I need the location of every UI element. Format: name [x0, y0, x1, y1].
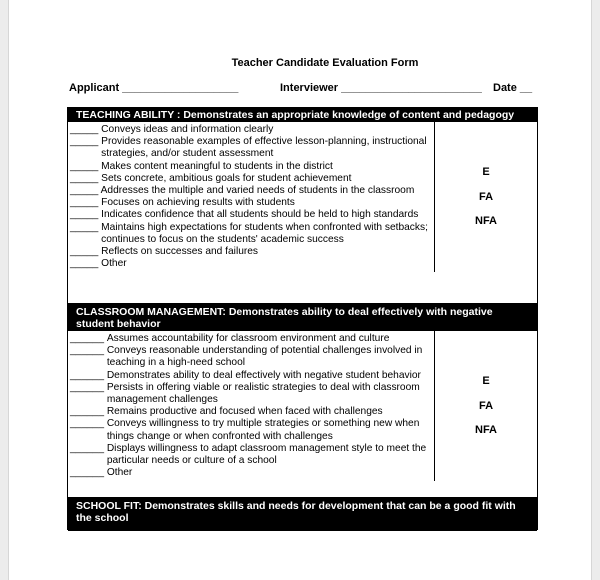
section-heading: TEACHING ABILITY : Demonstrates an appropriate knowledge of content and pedagogy: [68, 108, 537, 122]
section-heading: CLASSROOM MANAGEMENT: Demonstrates ability to deal effectively with negative student behavior: [68, 305, 537, 331]
rating-column: [435, 122, 537, 272]
list-item[interactable]: ______ Remains productive and focused when faced with challenges: [70, 406, 383, 418]
date-field[interactable]: Date __: [493, 82, 533, 94]
list-item[interactable]: _____ Indicates confidence that all students should be held to high standards: [70, 209, 419, 221]
list-item[interactable]: ______ Other: [70, 467, 133, 479]
form-title: Teacher Candidate Evaluation Form: [231, 57, 419, 69]
list-item[interactable]: ______ Conveys reasonable understanding of potential challenges involved in teaching in a high-need school: [70, 345, 423, 369]
interviewer-field[interactable]: Interviewer _______________________: [280, 82, 482, 94]
section-school-fit: [67, 498, 538, 530]
section-classroom-management: [67, 304, 538, 498]
applicant-field[interactable]: Applicant ___________________: [69, 82, 239, 94]
rating-e[interactable]: E: [482, 166, 490, 179]
rating-nfa[interactable]: NFA: [475, 215, 497, 228]
section-heading: SCHOOL FIT: Demonstrates skills and needs for development that can be a good fit with the school: [68, 499, 537, 531]
list-item[interactable]: _____ Sets concrete, ambitious goals for student achievement: [70, 172, 352, 184]
list-item[interactable]: ______ Displays willingness to adapt classroom management style to meet the particular needs or culture of a school: [70, 442, 427, 467]
rating-fa[interactable]: FA: [478, 399, 494, 412]
list-item[interactable]: ______ Assumes accountability for classroom environment and culture: [70, 333, 390, 344]
document-page: [8, 0, 592, 580]
rating-e[interactable]: E: [482, 375, 490, 388]
list-item[interactable]: _____ Makes content meaningful to students in the district: [70, 160, 333, 172]
criteria-list: [68, 331, 435, 481]
list-item[interactable]: _____ Focuses on achieving results with students: [70, 197, 295, 209]
list-item[interactable]: ______ Persists in offering viable or realistic strategies to deal with classroom management challenges: [70, 381, 420, 406]
rating-fa[interactable]: FA: [478, 190, 494, 203]
list-item[interactable]: _____ Reflects on successes and failures: [70, 246, 259, 258]
list-item[interactable]: ______ Conveys willingness to try multiple strategies or something new when things change or when confronted with challenges: [70, 418, 420, 442]
criteria-list: [68, 122, 435, 272]
list-item[interactable]: _____ Addresses the multiple and varied needs of students in the classroom: [70, 185, 415, 197]
section-teaching-ability: [67, 107, 538, 304]
rating-column: [435, 331, 537, 481]
rating-nfa[interactable]: NFA: [475, 424, 497, 437]
list-item[interactable]: _____ Maintains high expectations for students when confronted with setbacks; continues to focus on the students' academic success: [70, 221, 428, 245]
list-item[interactable]: ______ Demonstrates ability to deal effectively with negative student behavior: [70, 369, 421, 381]
list-item[interactable]: _____ Conveys ideas and information clearly: [70, 124, 274, 135]
list-item[interactable]: _____ Other: [70, 258, 127, 270]
list-item[interactable]: _____ Provides reasonable examples of effective lesson-planning, instructional strategies, and/or student assessment: [70, 136, 427, 160]
